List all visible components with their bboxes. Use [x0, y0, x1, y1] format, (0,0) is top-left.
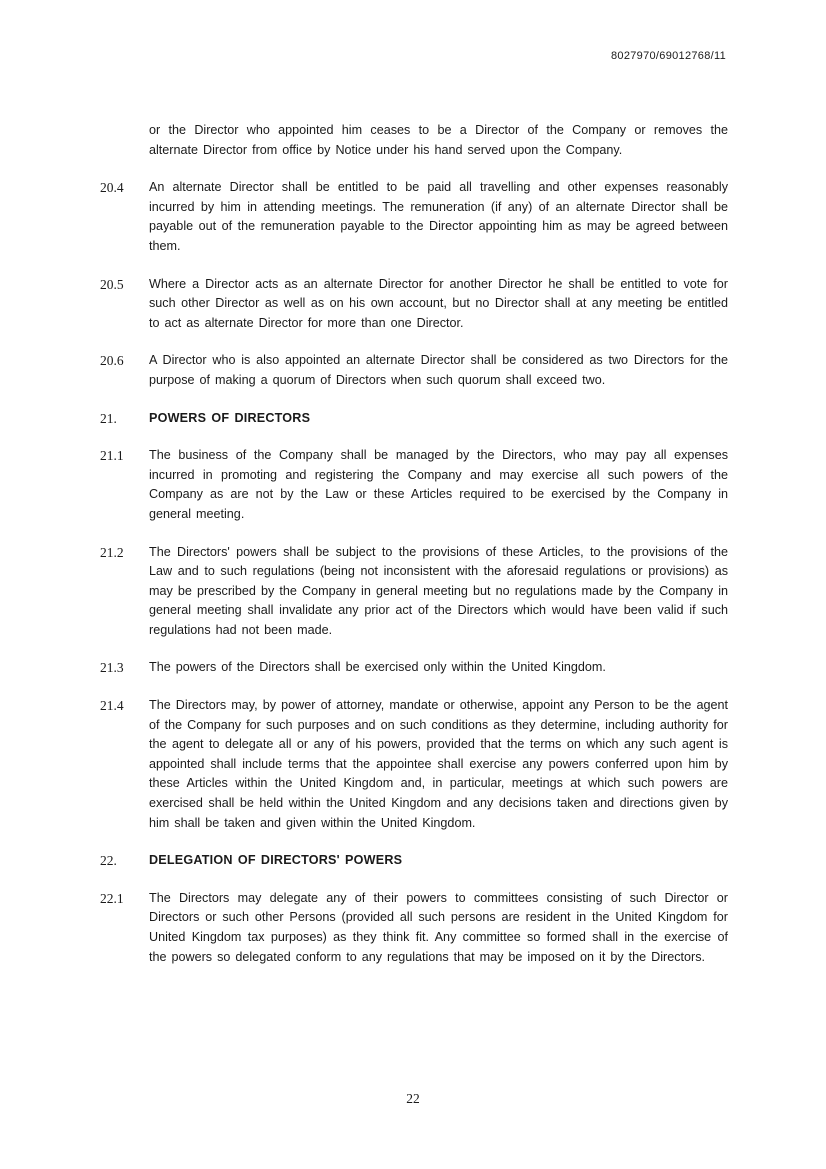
section-title: POWERS OF DIRECTORS — [149, 410, 311, 425]
clause-number: 22.1 — [100, 890, 124, 906]
clause-number: 21.3 — [100, 660, 124, 676]
doc-reference: 8027970/69012768/11 — [611, 50, 726, 62]
section-title: DELEGATION OF DIRECTORS' POWERS — [149, 853, 403, 868]
continuation-paragraph — [100, 121, 728, 160]
clause-20-5 — [100, 275, 728, 334]
clause-number: 20.5 — [100, 276, 124, 292]
clause-21-1 — [100, 446, 728, 524]
clause-text: The business of the Company shall be managed by the Directors, who may pay all expenses incurred in promoting and registering the Company and may exercise all such powers of the Company as are not by the Law or these Articles required to be exercised by the Company in general meeting. — [149, 448, 728, 521]
clause-number — [100, 121, 149, 160]
section-number: 21. — [100, 410, 117, 426]
clause-text: Where a Director acts as an alternate Director for another Director he shall be entitled to vote for such other Director as well as on his own account, but no Director shall at any meeting be entitled to act as alternate Director for more than one Director. — [149, 276, 728, 330]
section-heading-22 — [100, 851, 728, 871]
section-heading-21 — [100, 409, 728, 429]
clause-number: 21.4 — [100, 698, 124, 714]
clause-text: The Directors' powers shall be subject to the provisions of these Articles, to the provisions of the Law and to such regulations (being not inconsistent with the aforesaid regulations or provisions) as may be prescribed by the Company in general meeting but no regulations made by the Company in general meeting shall invalidate any prior act of the Directors which would have been valid if such regulations had not been made. — [149, 544, 728, 637]
clause-21-2 — [100, 543, 728, 641]
clause-20-4 — [100, 178, 728, 256]
clause-number: 21.2 — [100, 544, 124, 560]
clause-21-3 — [100, 658, 728, 678]
clause-21-4 — [100, 696, 728, 833]
clause-number: 20.4 — [100, 180, 124, 196]
page-number: 22 — [406, 1091, 420, 1106]
clause-text: A Director who is also appointed an alternate Director shall be considered as two Directors for the purpose of making a quorum of Directors when such quorum shall exceed two. — [149, 353, 728, 387]
document-body — [100, 121, 728, 985]
clause-text: or the Director who appointed him ceases to be a Director of the Company or removes the alternate Director from office by Notice under his hand served upon the Company. — [149, 123, 728, 157]
clause-text: The Directors may, by power of attorney, mandate or otherwise, appoint any Person to be the agent of the Company for such purposes and on such conditions as they determine, including authority for the agent to delegate all or any of his powers, provided that the terms on which any such agent is appointed shall include terms that the appointee shall exercise any powers conferred upon him by these Articles within the United Kingdom and, in particular, meetings at which such powers are exercised shall be held within the United Kingdom and any decisions taken and directions given by him shall be taken and given within the United Kingdom. — [149, 698, 728, 830]
section-number: 22. — [100, 853, 117, 869]
clause-text: The powers of the Directors shall be exercised only within the United Kingdom. — [149, 660, 606, 675]
clause-number: 20.6 — [100, 353, 124, 369]
clause-text: An alternate Director shall be entitled to be paid all travelling and other expenses reasonably incurred by him in attending meetings. The remuneration (if any) of an alternate Director shall be payable out of the remuneration payable to the Director appointing him as may be agreed between them. — [149, 180, 728, 253]
clause-text: The Directors may delegate any of their powers to committees consisting of such Director or Directors or such other Persons (provided all such persons are resident in the United Kingdom for United Kingdom tax purposes) as they think fit. Any committee so formed shall in the exercise of the powers so delegated conform to any regulations that may be imposed on it by the Directors. — [149, 890, 728, 964]
clause-number: 21.1 — [100, 448, 124, 464]
clause-22-1 — [100, 889, 728, 967]
clause-20-6 — [100, 351, 728, 390]
